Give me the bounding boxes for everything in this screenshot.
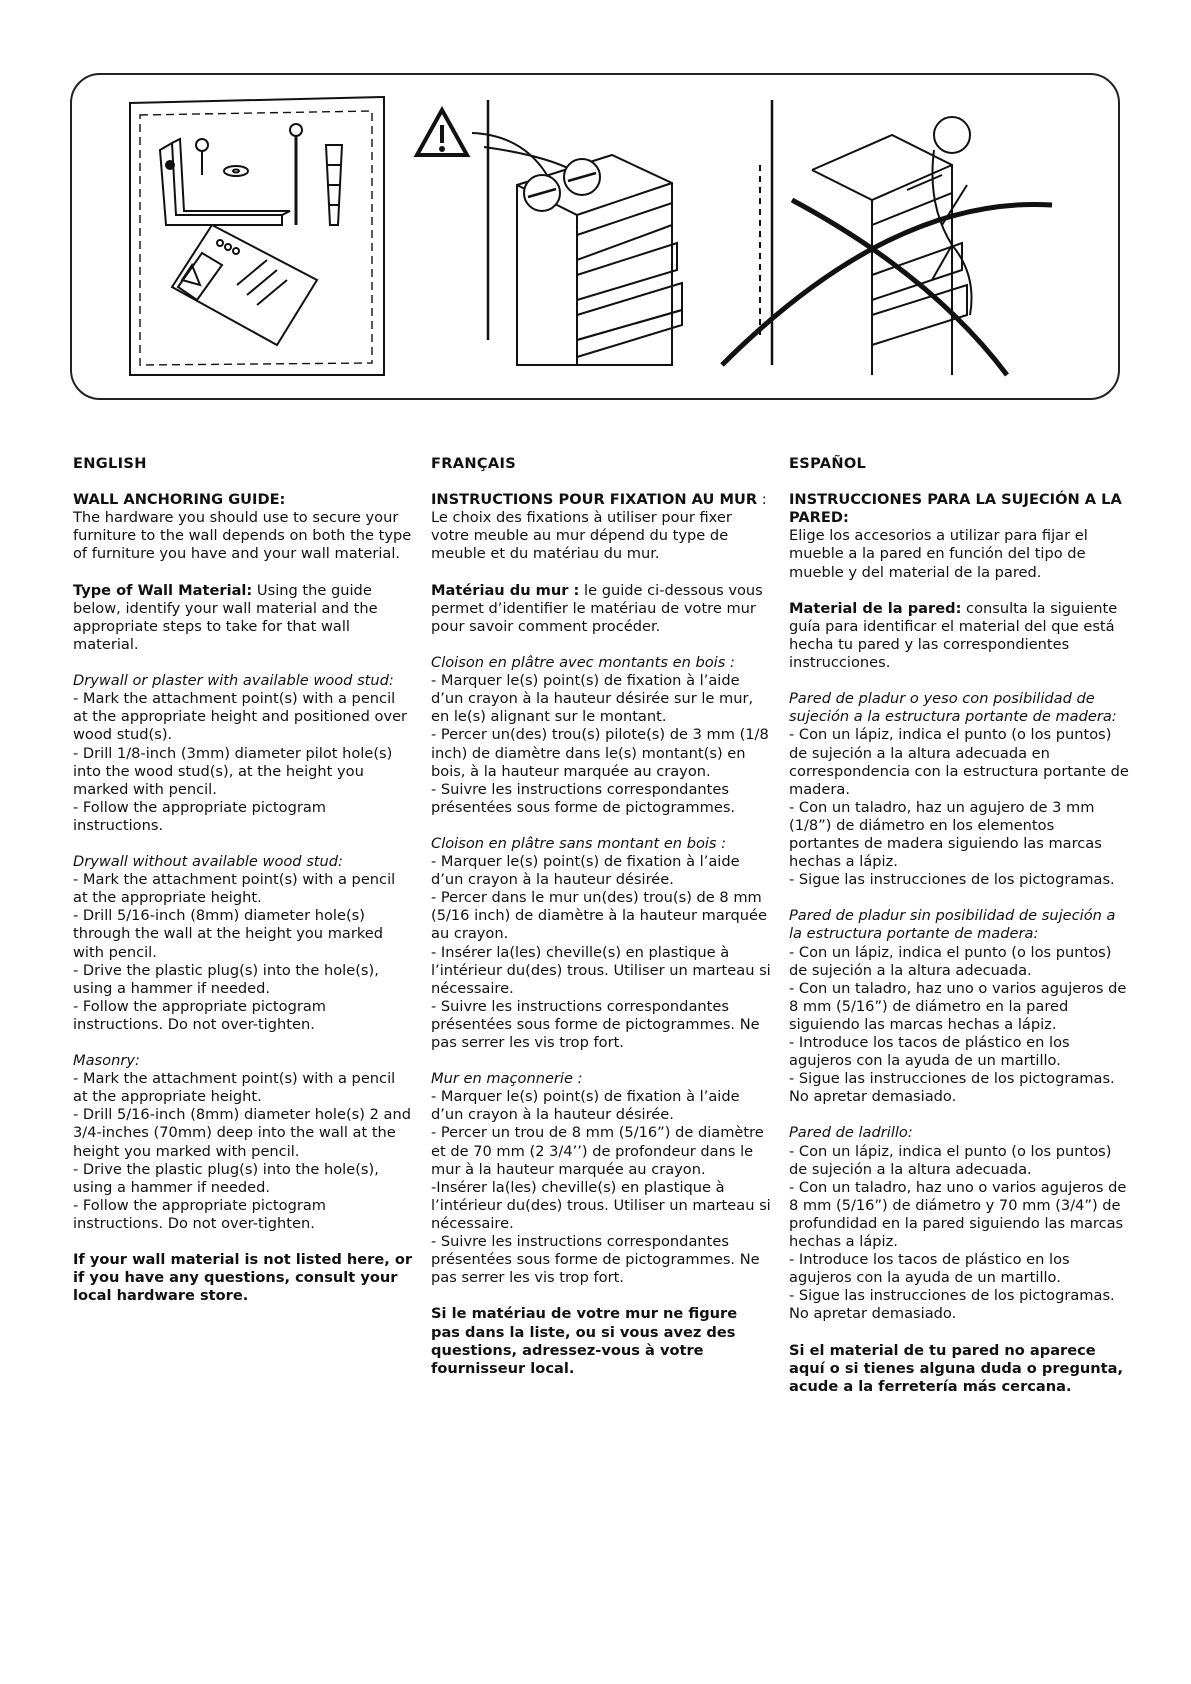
french-guide-title: INSTRUCTIONS POUR FIXATION AU MUR xyxy=(431,491,758,509)
spanish-step: - Con un taladro, haz uno o varios agujeros de 8 mm (5/16”) de diámetro en la pared siguiendo las marcas hechas a lápiz. xyxy=(789,979,1127,1033)
english-step: - Follow the appropriate pictogram instructions. xyxy=(73,798,327,834)
french-wall-type-paragraph xyxy=(431,582,771,636)
spanish-step: - Con un lápiz, indica el punto (o los puntos) de sujeción a la altura adecuada. xyxy=(789,1142,1112,1178)
english-guide-title: WALL ANCHORING GUIDE: xyxy=(73,491,286,509)
french-wall-type-label: Matériau du mur : xyxy=(431,581,580,599)
french-step: - Suivre les instructions correspondantes présentées sous forme de pictogrammes. Ne pas serrer les vis trop fort. xyxy=(431,997,760,1051)
spanish-wall-type-text: consulta la siguiente guía para identificar el material del que está hecha tu pared y las correspondientes instrucciones. xyxy=(789,599,1118,672)
english-step: - Follow the appropriate pictogram instructions. Do not over-tighten. xyxy=(73,1196,327,1232)
spanish-closing-note: Si el material de tu pared no aparece aquí o si tienes alguna duda o pregunta, acude a la ferretería más cercana. xyxy=(789,1341,1124,1395)
english-column xyxy=(73,455,413,1324)
english-section-title: Drywall or plaster with available wood stud: xyxy=(73,672,394,690)
english-section-drywall-stud xyxy=(73,672,413,835)
french-section-stud xyxy=(431,654,771,817)
english-section-title: Masonry: xyxy=(73,1052,140,1070)
french-step: - Percer dans le mur un(des) trou(s) de 8 mm (5/16 inch) de diamètre à la hauteur marquée au crayon. xyxy=(431,889,767,943)
french-section-title: Cloison en plâtre sans montant en bois : xyxy=(431,834,727,852)
french-step: - Suivre les instructions correspondantes présentées sous forme de pictogrammes. xyxy=(431,780,736,816)
wall-plug-illustration xyxy=(326,145,342,225)
spanish-section-brick xyxy=(789,1124,1129,1323)
spanish-column xyxy=(789,455,1129,1414)
french-step: - Insérer la(les) cheville(s) en plastique à l’intérieur du(des) trous. Utiliser un marteau si nécessaire. xyxy=(431,943,771,997)
english-step: - Follow the appropriate pictogram instructions. Do not over-tighten. xyxy=(73,997,327,1033)
spanish-step: - Introduce los tacos de plástico en los agujeros con la ayuda de un martillo. xyxy=(789,1251,1070,1287)
spanish-section-title: Pared de ladrillo: xyxy=(789,1124,913,1142)
spanish-step: - Con un lápiz, indica el punto (o los puntos) de sujeción a la altura adecuada. xyxy=(789,943,1112,979)
angle-bracket-illustration xyxy=(160,139,290,225)
hardware-bag-illustration xyxy=(130,97,384,375)
french-closing-note: Si le matériau de votre mur ne figure pas dans la liste, ou si vous avez des questions, adressez-vous à votre fournisseur local. xyxy=(431,1305,738,1377)
french-section-masonry xyxy=(431,1070,771,1287)
spanish-step: - Sigue las instrucciones de los pictogramas. No apretar demasiado. xyxy=(789,1287,1115,1323)
spanish-intro-text: Elige los accesorios a utilizar para fijar el mueble a la pared en función del tipo de mueble y del material de la pared. xyxy=(789,527,1088,581)
spanish-step: - Sigue las instrucciones de los pictogramas. xyxy=(789,871,1115,889)
screw-illustration xyxy=(196,139,208,175)
spanish-heading: ESPAÑOL xyxy=(789,455,867,472)
english-step: - Drill 1/8-inch (3mm) diameter pilot hole(s) into the wood stud(s), at the height you marked with pencil. xyxy=(73,744,393,798)
english-step: - Mark the attachment point(s) with a pencil at the appropriate height. xyxy=(73,1070,396,1106)
french-section-title: Mur en maçonnerie : xyxy=(431,1070,583,1088)
french-section-no-stud xyxy=(431,835,771,1052)
warning-triangle-icon xyxy=(417,110,467,155)
spanish-step: - Sigue las instrucciones de los pictogramas. No apretar demasiado. xyxy=(789,1070,1115,1106)
english-section-drywall-no-stud xyxy=(73,853,413,1034)
english-wall-type-paragraph xyxy=(73,582,413,654)
english-section-masonry xyxy=(73,1052,413,1233)
english-step: - Drive the plastic plug(s) into the hole(s), using a hammer if needed. xyxy=(73,961,379,997)
spanish-intro-paragraph xyxy=(789,491,1129,581)
french-step: - Marquer le(s) point(s) de fixation à l’aide d’un crayon à la hauteur désirée sur le mur, en le(s) alignant sur le montant. xyxy=(431,672,754,726)
spanish-step: - Con un lápiz, indica el punto (o los puntos) de sujeción a la altura adecuada en correspondencia con la estructura portante de madera. xyxy=(789,726,1129,798)
english-intro-paragraph xyxy=(73,491,413,563)
spanish-wall-type-paragraph xyxy=(789,600,1129,672)
english-closing-note: If your wall material is not listed here, or if you have any questions, consult your local hardware store. xyxy=(73,1251,413,1305)
french-column xyxy=(431,455,771,1396)
french-step: -Insérer la(les) cheville(s) en plastique à l’intérieur du(des) trous. Utiliser un marteau si nécessaire. xyxy=(431,1178,771,1232)
english-heading: ENGLISH xyxy=(73,455,147,472)
washer-illustration xyxy=(224,166,248,176)
spanish-section-no-stud xyxy=(789,907,1129,1106)
french-step: - Marquer le(s) point(s) de fixation à l’aide d’un crayon à la hauteur désirée. xyxy=(431,1088,740,1124)
french-wall-type-text: le guide ci-dessous vous permet d’identifier le matériau de votre mur pour savoir comment procéder. xyxy=(431,581,763,635)
spanish-wall-type-label: Material de la pared: xyxy=(789,599,962,617)
french-step: - Percer un trou de 8 mm (5/16”) de diamètre et de 70 mm (2 3/4’’) de profondeur dans le mur à la hauteur marquée au crayon. xyxy=(431,1124,764,1178)
french-step: - Percer un(des) trou(s) pilote(s) de 3 mm (1/8 inch) de diamètre dans le(s) montant(s) en bois, à la hauteur marquée au crayon. xyxy=(431,726,769,780)
spanish-guide-title: INSTRUCCIONES PARA LA SUJECIÓN A LA PARED: xyxy=(789,491,1122,527)
long-screw-illustration xyxy=(290,124,302,225)
instruction-leaflet-illustration xyxy=(172,225,317,345)
prohibited-climbing-illustration xyxy=(722,100,1052,375)
english-step: - Drive the plastic plug(s) into the hole(s), using a hammer if needed. xyxy=(73,1160,379,1196)
french-section-title: Cloison en plâtre avec montants en bois : xyxy=(431,654,735,672)
french-heading: FRANÇAIS xyxy=(431,455,517,472)
english-step: - Drill 5/16-inch (8mm) diameter hole(s) through the wall at the height you marked with pencil. xyxy=(73,907,384,961)
english-step: - Mark the attachment point(s) with a pencil at the appropriate height and positioned over wood stud(s). xyxy=(73,690,408,744)
spanish-section-stud xyxy=(789,690,1129,889)
english-wall-type-text: Using the guide below, identify your wall material and the appropriate steps to take for that wall material. xyxy=(73,581,378,653)
french-step: - Suivre les instructions correspondantes présentées sous forme de pictogrammes. Ne pas serrer les vis trop fort. xyxy=(431,1233,760,1287)
spanish-step: - Introduce los tacos de plástico en los agujeros con la ayuda de un martillo. xyxy=(789,1034,1070,1070)
spanish-step: - Con un taladro, haz uno o varios agujeros de 8 mm (5/16”) de diámetro y 70 mm (3/4”) de profundidad en la pared siguiendo las marcas hechas a lápiz. xyxy=(789,1178,1127,1251)
french-guide-title-suffix: : xyxy=(757,491,767,509)
english-step: - Mark the attachment point(s) with a pencil at the appropriate height. xyxy=(73,871,396,907)
english-section-title: Drywall without available wood stud: xyxy=(73,853,343,871)
french-intro-paragraph xyxy=(431,491,771,563)
english-step: - Drill 5/16-inch (8mm) diameter hole(s) 2 and 3/4-inches (70mm) deep into the wall at the height you marked with pencil. xyxy=(73,1106,411,1160)
english-intro-text: The hardware you should use to secure your furniture to the wall depends on both the type of furniture you have and your wall material. xyxy=(73,509,412,563)
spanish-section-title: Pared de pladur sin posibilidad de sujeción a la estructura portante de madera: xyxy=(789,907,1116,943)
illustration-panel xyxy=(70,73,1120,400)
warning-dresser-illustration xyxy=(417,100,682,365)
french-step: - Marquer le(s) point(s) de fixation à l’aide d’un crayon à la hauteur désirée. xyxy=(431,853,740,889)
spanish-step: - Con un taladro, haz un agujero de 3 mm (1/8”) de diámetro en los elementos portantes de madera siguiendo las marcas hechas a lápiz. xyxy=(789,798,1102,871)
french-intro-text: Le choix des fixations à utiliser pour fixer votre meuble au mur dépend du type de meuble et du matériau du mur. xyxy=(431,509,732,563)
english-wall-type-label: Type of Wall Material: xyxy=(73,581,253,599)
spanish-section-title: Pared de pladur o yeso con posibilidad de sujeción a la estructura portante de madera: xyxy=(789,690,1117,726)
